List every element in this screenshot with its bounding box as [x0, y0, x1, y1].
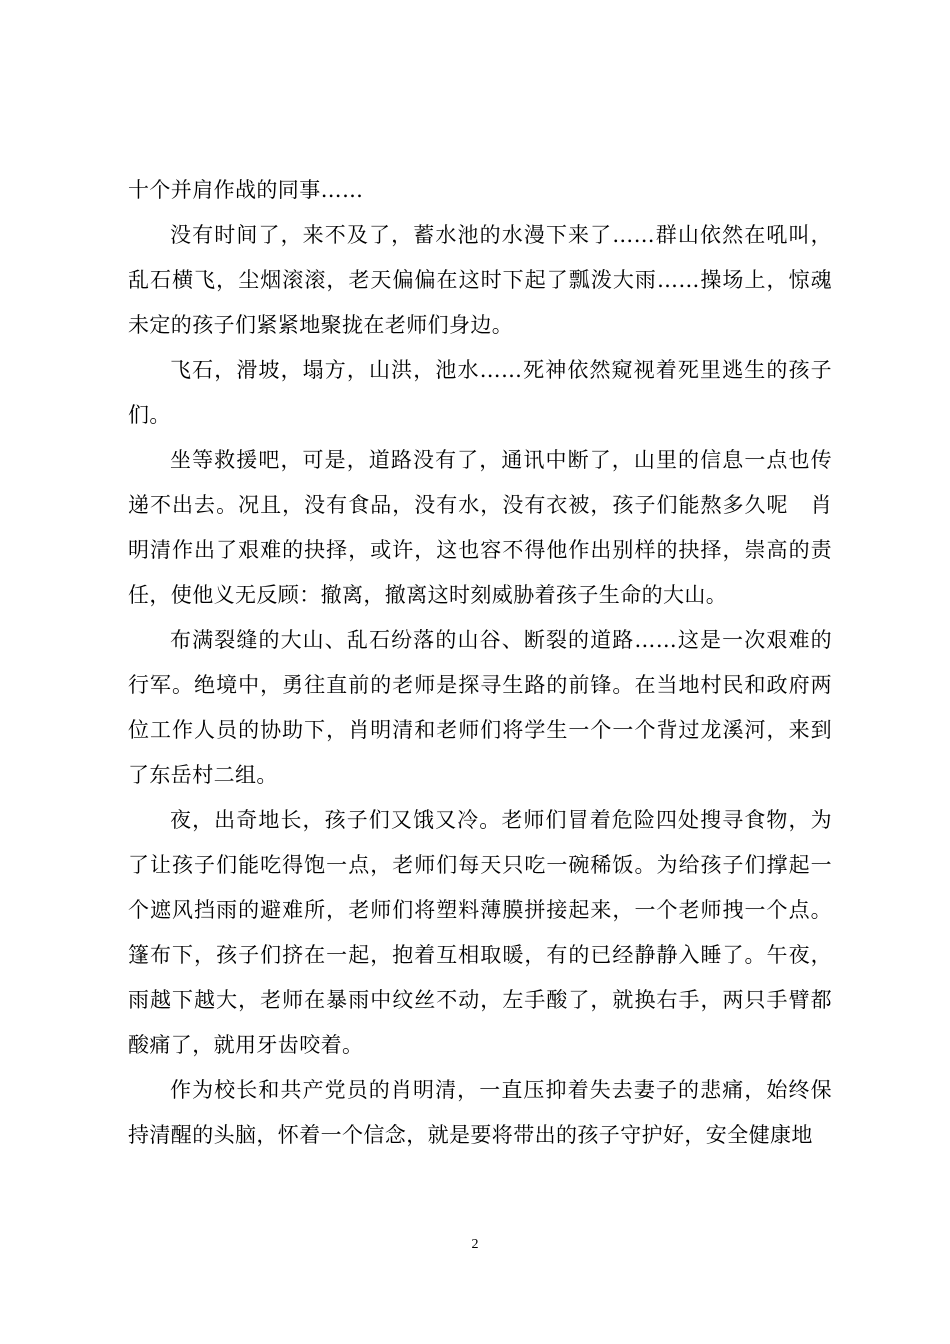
paragraph-4: 坐等救援吧，可是，道路没有了，通讯中断了，山里的信息一点也传递不出去。况且，没有食品，没有水，没有衣被，孩子们能熬多久呢 肖明清作出了艰难的抉择，或许，这也容不得他作出别样的抉择，崇高的责任，使他义无反顾：撤离，撤离这时刻威胁着孩子生命的大山。: [128, 448, 832, 607]
paragraph-6: 夜，出奇地长，孩子们又饿又冷。老师们冒着危险四处搜寻食物，为了让孩子们能吃得饱一点，老师们每天只吃一碗稀饭。为给孩子们撑起一个遮风挡雨的避难所，老师们将塑料薄膜拼接起来，一个老师拽一个点。篷布下，孩子们挤在一起，抱着互相取暖，有的已经静静入睡了。午夜，雨越下越大，老师在暴雨中纹丝不动，左手酸了，就换右手，两只手臂都酸痛了，就用牙齿咬着。: [128, 808, 832, 1057]
paragraph-7: 作为校长和共产党员的肖明清，一直压抑着失去妻子的悲痛，始终保持清醒的头脑，怀着一个信念，就是要将带出的孩子守护好，安全健康地: [128, 1078, 832, 1147]
page-body: [128, 168, 832, 1158]
page-number: 2: [471, 1237, 479, 1252]
paragraph-3: 飞石，滑坡，塌方，山洪，池水……死神依然窥视着死里逃生的孩子们。: [128, 358, 832, 427]
paragraph-2: 没有时间了，来不及了，蓄水池的水漫下来了……群山依然在吼叫，乱石横飞，尘烟滚滚，老天偏偏在这时下起了瓢泼大雨……操场上，惊魂未定的孩子们紧紧地聚拢在老师们身边。: [128, 223, 832, 337]
paragraph-1: 十个并肩作战的同事……: [128, 178, 364, 202]
paragraph-5: 布满裂缝的大山、乱石纷落的山谷、断裂的道路……这是一次艰难的行军。绝境中，勇往直前的老师是探寻生路的前锋。在当地村民和政府两位工作人员的协助下，肖明清和老师们将学生一个一个背过龙溪河，来到了东岳村二组。: [128, 628, 832, 787]
